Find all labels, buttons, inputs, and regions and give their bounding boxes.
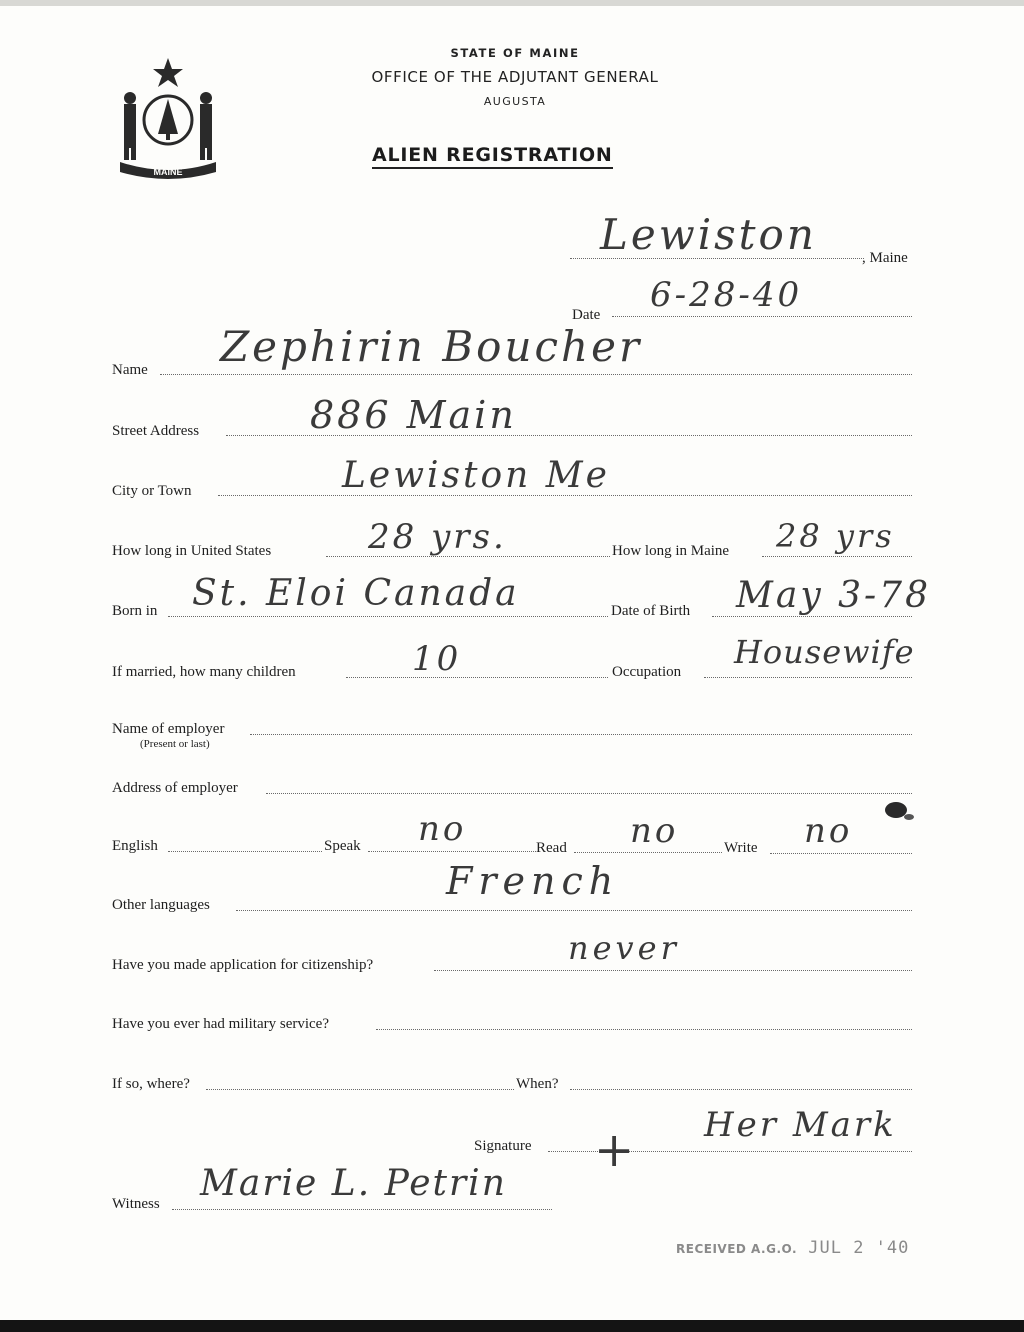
occupation-label: Occupation <box>612 664 682 680</box>
children-line <box>346 677 608 678</box>
dob-line <box>712 616 912 617</box>
other-languages-line <box>236 910 912 911</box>
speak-entry: no <box>418 809 467 849</box>
speak-line <box>368 851 536 852</box>
born-entry: St. Eloi Canada <box>192 573 520 614</box>
date-line <box>612 316 912 317</box>
other-languages-entry: French <box>446 859 620 903</box>
write-entry: no <box>804 811 853 851</box>
write-line <box>770 853 912 854</box>
occupation-line <box>704 677 912 678</box>
speak-label: Speak <box>324 838 361 854</box>
where-label: If so, where? <box>112 1076 190 1092</box>
employer-address-label: Address of employer <box>112 780 238 796</box>
when-label: When? <box>516 1076 559 1092</box>
name-label: Name <box>112 362 148 378</box>
signature-entry: Her Mark <box>704 1105 897 1145</box>
employer-note: (Present or last) <box>140 738 210 750</box>
witness-line <box>172 1209 552 1210</box>
years-maine-entry: 28 yrs <box>776 517 895 555</box>
years-maine-label: How long in Maine <box>612 543 730 559</box>
citizenship-line <box>434 970 912 971</box>
header-state: STATE OF MAINE <box>450 46 580 60</box>
date-entry: 6-28-40 <box>650 275 803 315</box>
street-label: Street Address <box>112 423 200 439</box>
where-line <box>206 1089 514 1090</box>
received-stamp <box>676 1238 909 1258</box>
city-label: City or Town <box>112 483 192 499</box>
english-label: English <box>112 838 158 854</box>
write-label: Write <box>724 840 758 856</box>
city-entry: Lewiston Me <box>342 455 610 496</box>
military-label: Have you ever had military service? <box>112 1016 329 1032</box>
header-city: AUGUSTA <box>483 95 547 108</box>
received-stamp-text: RECEIVED A.G.O. <box>676 1242 798 1256</box>
born-label: Born in <box>112 603 158 619</box>
employer-label: Name of employer <box>112 721 225 737</box>
signature-label: Signature <box>474 1138 532 1154</box>
read-line <box>574 852 722 853</box>
received-stamp-date: JUL 2 '40 <box>808 1238 910 1258</box>
street-entry: 886 Main <box>310 393 517 437</box>
citizenship-entry: never <box>568 929 680 967</box>
children-label: If married, how many children <box>112 664 296 680</box>
witness-label: Witness <box>112 1196 160 1212</box>
date-label: Date <box>572 307 601 323</box>
maine-state-seal-icon <box>112 54 224 184</box>
children-entry: 10 <box>412 639 462 679</box>
born-line <box>168 616 608 617</box>
years-us-entry: 28 yrs. <box>368 517 507 557</box>
seal-banner-text: MAINE <box>153 167 183 177</box>
occupation-entry: Housewife <box>734 633 915 671</box>
place-suffix: , Maine <box>862 250 908 266</box>
military-line <box>376 1029 912 1030</box>
employer-address-line <box>266 793 912 794</box>
signature-mark: + <box>594 1122 638 1178</box>
scan-edge-bottom <box>0 1320 1024 1332</box>
name-entry: Zephirin Boucher <box>220 322 643 371</box>
header-office: OFFICE OF THE ADJUTANT GENERAL <box>371 68 659 86</box>
when-line <box>570 1089 912 1090</box>
name-line <box>160 374 912 375</box>
employer-line <box>250 734 912 735</box>
ink-blot-icon <box>882 800 918 826</box>
other-languages-label: Other languages <box>112 897 210 913</box>
witness-entry: Marie L. Petrin <box>200 1163 507 1204</box>
dob-entry: May 3-78 <box>736 575 931 616</box>
citizenship-label: Have you made application for citizenship? <box>112 957 374 973</box>
form-title: ALIEN REGISTRATION <box>372 144 613 169</box>
read-label: Read <box>536 840 567 856</box>
english-line <box>168 851 322 852</box>
years-us-label: How long in United States <box>112 543 272 559</box>
scan-edge-top <box>0 0 1024 6</box>
place-entry: Lewiston <box>600 210 817 259</box>
read-entry: no <box>630 811 679 851</box>
dob-label: Date of Birth <box>611 603 691 619</box>
years-maine-line <box>762 556 912 557</box>
